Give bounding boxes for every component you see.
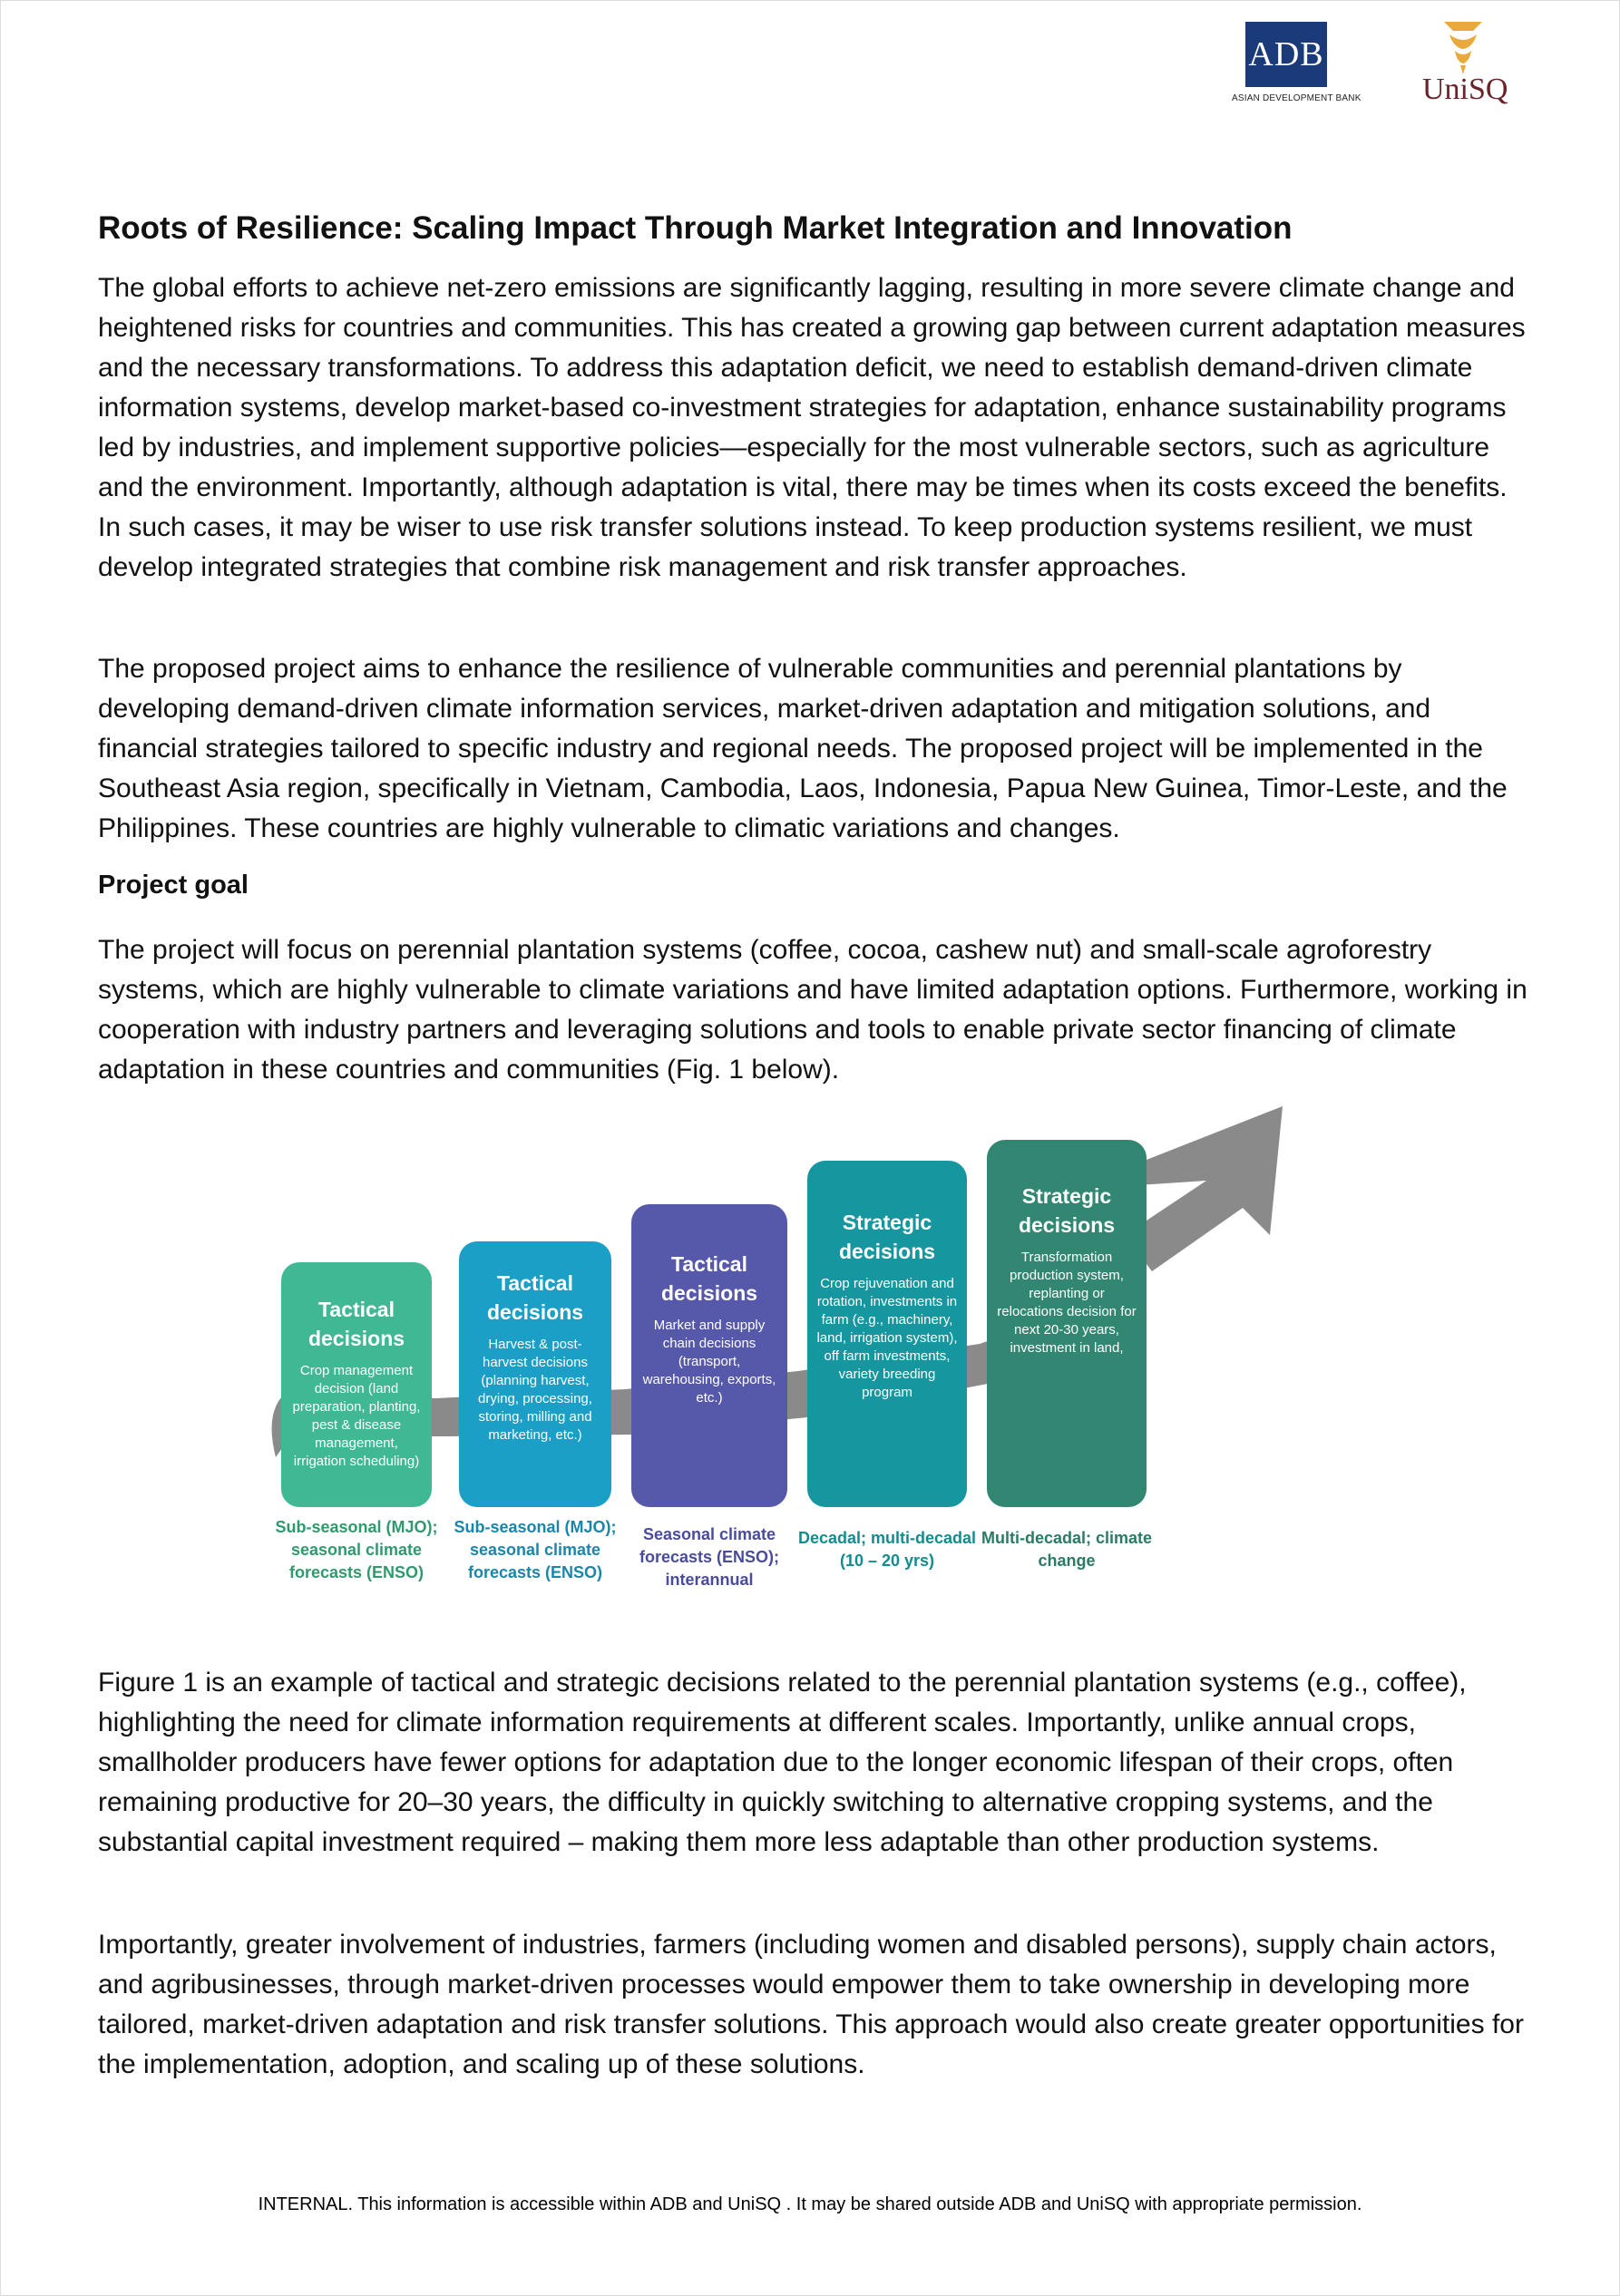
card-body: Harvest & post-harvest decisions (planning harvest, drying, processing, storing, milling and marketing, etc.) <box>478 1337 592 1443</box>
card-title: Tactical decisions <box>486 1271 584 1324</box>
decision-card-market-supply-chain <box>631 1204 787 1507</box>
unisq-logo <box>1422 18 1508 107</box>
decision-card-harvest <box>459 1241 611 1507</box>
paragraph-proposed-project: The proposed project aims to enhance the resilience of vulnerable communities and perennial plantations by developing demand-driven climate information services, market-driven adaptation and mitigation solutions, and financial strategies tailored to specific industry and regional needs. The proposed project will be implemented in the Southeast Asia region, specifically in Vietnam, Cambodia, Laos, Indonesia, Papua New Guinea, Timor-Leste, and the Philippines. These countries are highly vulnerable to climatic variations and changes. <box>98 654 1508 843</box>
card-body: Crop rejuvenation and rotation, investments in farm (e.g., machinery, land, irrigation system), off farm investments, variety breeding program <box>816 1276 958 1400</box>
unisq-logo-text: UniSQ <box>1422 73 1508 106</box>
adb-logo-subtext: ASIAN DEVELOPMENT BANK <box>1232 93 1361 103</box>
adb-logo <box>1232 22 1361 103</box>
card-body: Market and supply chain decisions (transport, warehousing, exports, etc.) <box>642 1318 776 1406</box>
card-caption: Multi-decadal; climate change <box>981 1529 1153 1570</box>
paragraph-project-focus: The project will focus on perennial plantation systems (coffee, cocoa, cashew nut) and small-scale agroforestry systems, which are highly vulnerable to climate variations and have limited adaptation options. Furthermore, working in cooperation with industry partners and leveraging solutions and tools to enable private sector financing of climate adaptation in these countries and communities (Fig. 1 below). <box>98 935 1527 1085</box>
decision-card-crop-management <box>281 1262 432 1507</box>
card-title: Tactical decisions <box>307 1298 405 1350</box>
decision-card-crop-rejuvenation <box>807 1161 967 1507</box>
paragraph-figure-explanation: Figure 1 is an example of tactical and strategic decisions related to the perennial plantation systems (e.g., coffee), highlighting the need for climate information requirements at different scales. Importantly, unlike annual crops, smallholder producers have fewer options for adaptation due to the longer economic lifespan of their crops, often remaining productive for 20–30 years, the difficulty in quickly switching to alternative cropping systems, and the substantial capital investment required – making them more less adaptable than other production systems. <box>98 1668 1467 1857</box>
card-caption: Sub-seasonal (MJO); seasonal climate forecasts (ENSO) <box>275 1518 438 1581</box>
unisq-emblem-icon <box>1437 18 1489 76</box>
card-title: Strategic decisions <box>838 1211 936 1263</box>
card-caption: Seasonal climate forecasts (ENSO); interannual <box>639 1525 780 1589</box>
card-caption: Decadal; multi-decadal (10 – 20 yrs) <box>797 1529 977 1570</box>
paragraph-involvement: Importantly, greater involvement of industries, farmers (including women and disabled persons), supply chain actors, and agribusinesses, through market-driven processes would empower them to take ownership in developing more tailored, market-driven adaptation and risk transfer solutions. This approach would also create greater opportunities for the implementation, adoption, and scaling up of these solutions. <box>98 1930 1524 2079</box>
decision-card-transformation <box>987 1140 1147 1507</box>
adb-logo-mark: ADB <box>1245 22 1327 87</box>
card-body: Transformation production system, replanting or relocations decision for next 20-30 years, investment in land, <box>997 1250 1137 1356</box>
paragraph-intro: The global efforts to achieve net-zero emissions are significantly lagging, resulting in more severe climate change and heightened risks for countries and communities. This has created a growing gap between current adaptation measures and the necessary transformations. To address this adaptation deficit, we need to establish demand-driven climate information systems, develop market-based co-investment strategies for adaptation, enhance sustainability programs led by industries, and implement supportive policies—especially for the most vulnerable sectors, such as agriculture and the environment. Importantly, although adaptation is vital, there may be times when its costs exceed the benefits. In such cases, it may be wiser to use risk transfer solutions instead. To keep production systems resilient, we must develop integrated strategies that combine risk management and risk transfer approaches. <box>98 273 1526 582</box>
card-body: Crop management decision (land preparation, planting, pest & disease management, irrigation scheduling) <box>292 1363 421 1469</box>
card-caption: Sub-seasonal (MJO); seasonal climate forecasts (ENSO) <box>454 1518 617 1581</box>
section-heading-project-goal: Project goal <box>98 871 249 900</box>
card-title: Tactical decisions <box>660 1252 758 1305</box>
footer-notice: INTERNAL. This information is accessible within ADB and UniSQ . It may be shared outside ADB and UniSQ with appropriate permission. <box>258 2194 1362 2214</box>
decision-timeline-figure <box>254 1099 1297 1643</box>
document-title: Roots of Resilience: Scaling Impact Through Market Integration and Innovation <box>98 210 1293 246</box>
card-title: Strategic decisions <box>1018 1184 1116 1237</box>
